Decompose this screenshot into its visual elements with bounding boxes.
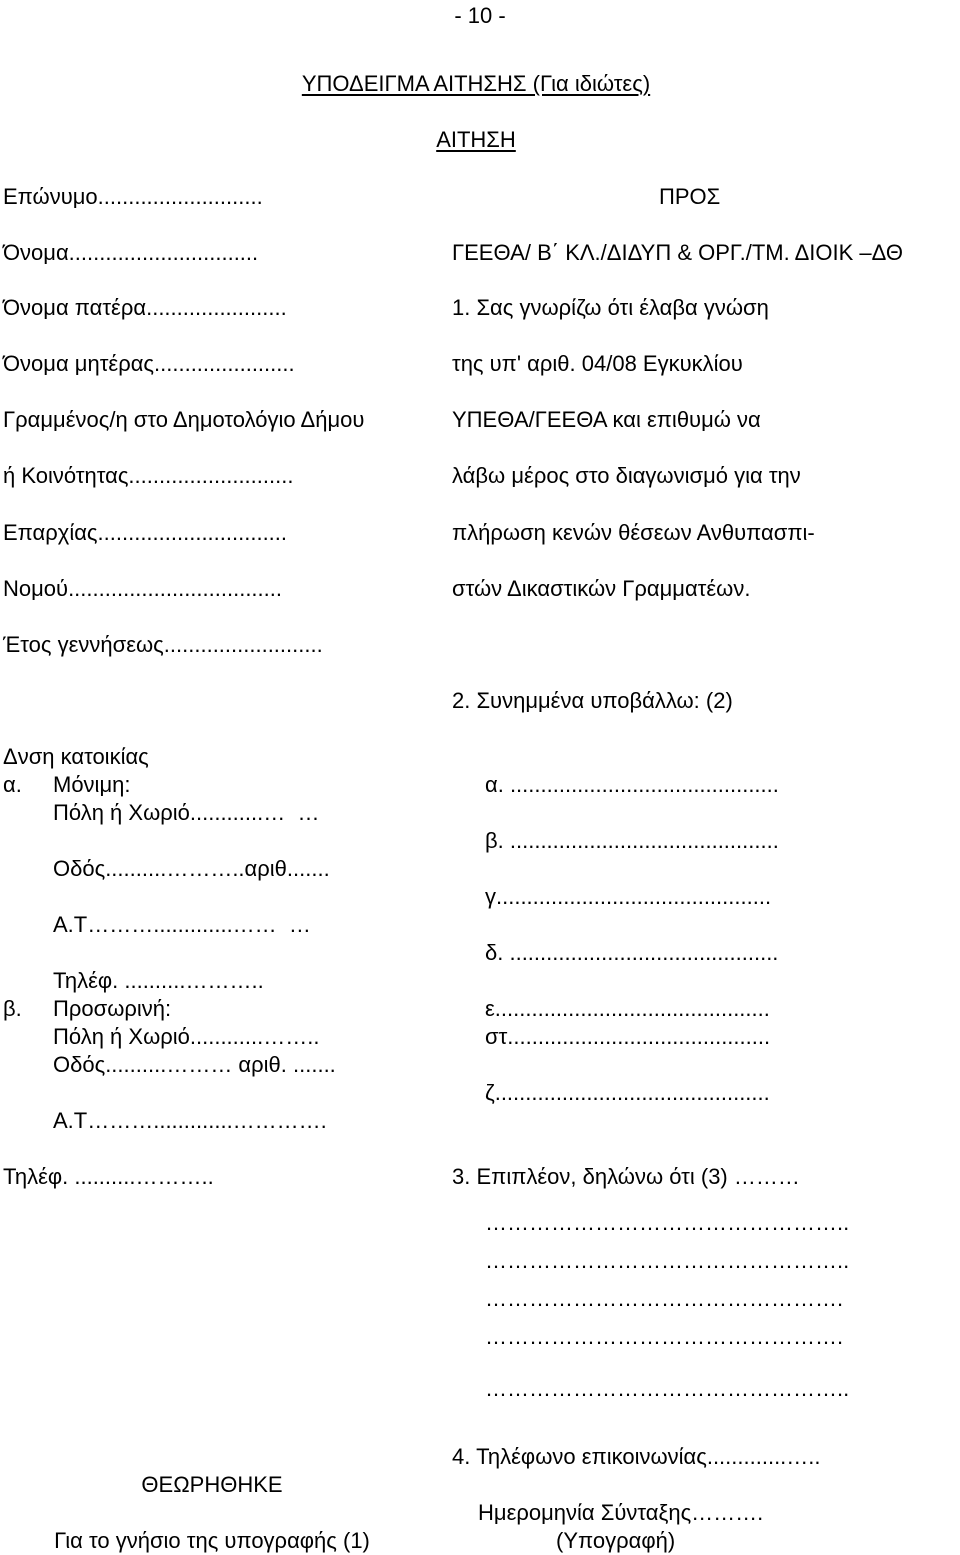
permanent-marker: α.	[3, 772, 22, 797]
body-line: ΥΠΕΘΑ/ΓΕΕΘΑ και επιθυμώ να	[452, 407, 761, 432]
recipient-authority: ΓΕΕΘΑ/ Β΄ ΚΛ./ΔΙΔΥΠ & ΟΡΓ./ΤΜ. ΔΙΟΙΚ –ΔΘ	[452, 240, 903, 265]
date-field: Ημερομηνία Σύνταξης……….	[478, 1500, 764, 1525]
body-line: πλήρωση κενών θέσεων Ανθυπασπι-	[452, 520, 815, 545]
declaration-line: …………………………………………..	[485, 1248, 850, 1273]
seen-stamp-label: ΘΕΩΡΗΘΗΚΕ	[141, 1472, 283, 1497]
mother-name-field: Όνομα μητέρας.......................	[3, 351, 295, 376]
permanent-phone-field: Τηλέφ. ..........………..	[53, 968, 264, 993]
attachment-item: γ.............................................	[485, 884, 772, 909]
body-line: της υπ' αριθ. 04/08 Εγκυκλίου	[452, 351, 743, 376]
temporary-postal-field: Α.Τ……….............………….	[53, 1108, 327, 1133]
attachment-item: δ. ............................................	[485, 940, 779, 965]
prefecture-field: Νομού...................................	[3, 576, 282, 601]
attachments-heading: 2. Συνημμένα υποβάλλω: (2)	[452, 688, 733, 713]
temporary-city-field: Πόλη ή Χωριό............……..	[53, 1024, 320, 1049]
registry-line-2: ή Κοινότητας...........................	[3, 463, 294, 488]
birth-year-field: Έτος γεννήσεως..........................	[3, 632, 323, 657]
phone-field: Τηλέφ. ..........………..	[3, 1164, 214, 1189]
document-title: ΥΠΟΔΕΙΓΜΑ ΑΙΤΗΣΗΣ (Για ιδιώτες)	[301, 71, 651, 96]
declaration-line: ………………………………………….	[485, 1286, 844, 1311]
registry-line-1: Γραμμένος/η στο Δημοτολόγιο Δήμου	[3, 407, 365, 432]
authenticity-label: Για το γνήσιο της υπογραφής (1)	[54, 1528, 370, 1553]
attachment-item: ε.............................................	[485, 996, 770, 1021]
temporary-marker: β.	[3, 996, 22, 1021]
signature-label: (Υπογραφή)	[556, 1528, 676, 1553]
attachment-item: ζ.............................................	[485, 1080, 770, 1105]
attachment-item: α. ............................................	[485, 772, 779, 797]
declaration-line: …………………………………………..	[485, 1376, 850, 1401]
attachment-item: στ...........................................	[485, 1024, 771, 1049]
province-field: Επαρχίας...............................	[3, 520, 288, 545]
body-line: 1. Σας γνωρίζω ότι έλαβα γνώση	[452, 295, 769, 320]
body-line: στών Δικαστικών Γραμματέων.	[452, 576, 751, 601]
permanent-label: Μόνιμη:	[53, 772, 131, 797]
temporary-street-field: Οδός..........……… αριθ. .......	[53, 1052, 336, 1077]
permanent-postal-field: Α.Τ……….............…… …	[53, 912, 311, 937]
surname-field: Επώνυμο...........................	[3, 184, 263, 209]
document-subtitle: ΑΙΤΗΣΗ	[436, 127, 516, 152]
name-field: Όνομα...............................	[3, 240, 259, 265]
father-name-field: Όνομα πατέρα.......................	[3, 295, 287, 320]
addressee-to: ΠΡΟΣ	[659, 184, 721, 209]
declaration-line: ………………………………………….	[485, 1324, 844, 1349]
address-heading: Δνση κατοικίας	[3, 744, 149, 769]
attachment-item: β. ............................................	[485, 828, 779, 853]
page-number: - 10 -	[454, 3, 506, 28]
phone-contact-field: 4. Τηλέφωνο επικοινωνίας.............…..	[452, 1444, 821, 1469]
temporary-label: Προσωρινή:	[53, 996, 172, 1021]
body-line: λάβω μέρος στο διαγωνισμό για την	[452, 463, 801, 488]
declaration-heading: 3. Επιπλέον, δηλώνω ότι (3) ………	[452, 1164, 800, 1189]
declaration-line: …………………………………………..	[485, 1210, 850, 1235]
permanent-city-field: Πόλη ή Χωριό............… …	[53, 800, 320, 825]
permanent-street-field: Οδός..........………..αριθ.......	[53, 856, 330, 881]
